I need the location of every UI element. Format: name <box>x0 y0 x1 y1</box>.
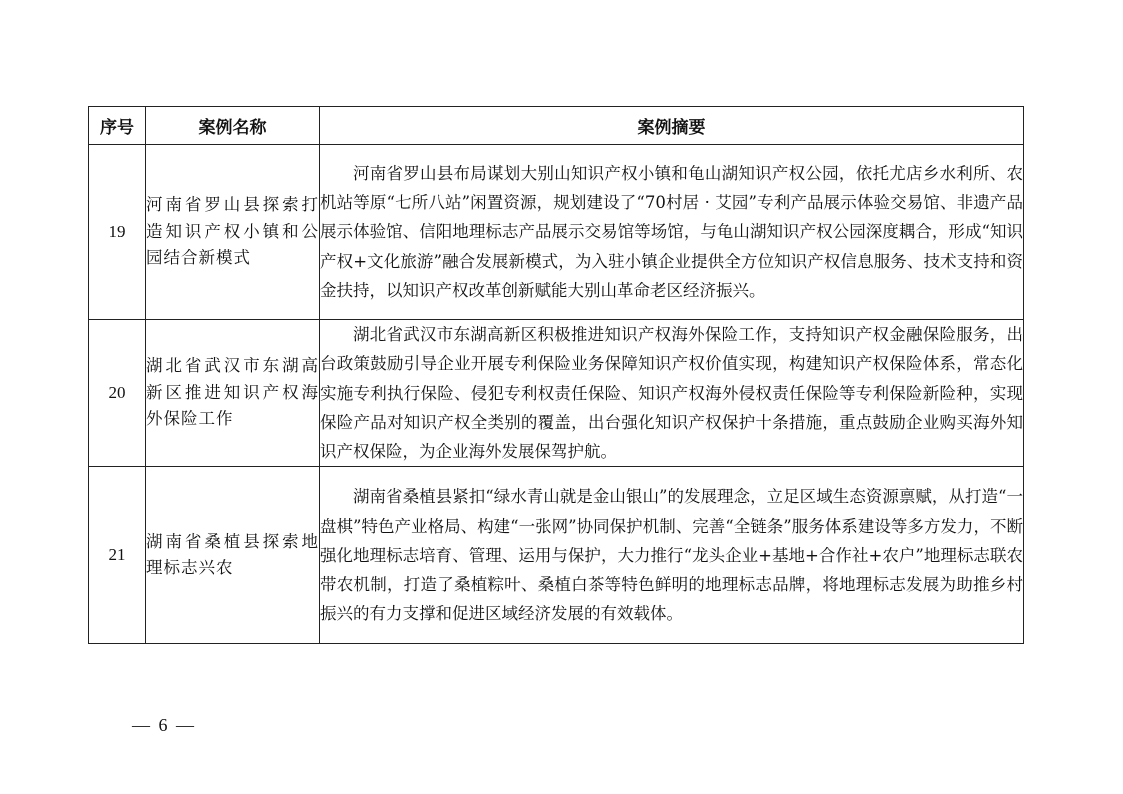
row-case-name: 湖北省武汉市东湖高新区推进知识产权海外保险工作 <box>146 320 320 467</box>
header-case-name: 案例名称 <box>146 107 320 145</box>
row-case-abstract: 湖北省武汉市东湖高新区积极推进知识产权海外保险工作，支持知识产权金融保险服务，出台政策鼓励引导企业开展专利保险业务保障知识产权价值实现，构建知识产权保险体系，常态化实施专利执行保险、侵犯专利权责任保险、知识产权海外侵权责任保险等专利保险新险种，实现保险产品对知识产权全类别的覆盖，出台强化知识产权保护十条措施，重点鼓励企业购买海外知识产权保险，为企业海外发展保驾护航。 <box>320 320 1024 467</box>
row-case-abstract: 河南省罗山县布局谋划大别山知识产权小镇和龟山湖知识产权公园，依托尤店乡水利所、农机站等原“七所八站”闲置资源，规划建设了“70村居 · 艾园”专利产品展示体验交易馆、非遗产品展示体验馆、信阳地理标志产品展示交易馆等场馆，与龟山湖知识产权公园深度耦合，形成“知识产权+文化旅游”融合发展新模式，为入驻小镇企业提供全方位知识产权信息服务、技术支持和资金扶持，以知识产权改革创新赋能大别山革命老区经济振兴。 <box>320 145 1024 320</box>
row-case-name: 河南省罗山县探索打造知识产权小镇和公园结合新模式 <box>146 145 320 320</box>
case-table <box>88 106 1024 644</box>
header-case-abstract: 案例摘要 <box>320 107 1024 145</box>
case-table-container <box>88 106 1023 644</box>
row-serial-number: 19 <box>89 145 146 320</box>
row-serial-number: 21 <box>89 467 146 644</box>
row-case-abstract: 湖南省桑植县紧扣“绿水青山就是金山银山”的发展理念，立足区域生态资源禀赋，从打造“一盘棋”特色产业格局、构建“一张网”协同保护机制、完善“全链条”服务体系建设等多方发力，不断强化地理标志培育、管理、运用与保护，大力推行“龙头企业+基地+合作社+农户”地理标志联农带农机制，打造了桑植粽叶、桑植白茶等特色鲜明的地理标志品牌，将地理标志发展为助推乡村振兴的有力支撑和促进区域经济发展的有效载体。 <box>320 467 1024 644</box>
table-row <box>89 467 1024 644</box>
header-serial-number: 序号 <box>89 107 146 145</box>
table-header-row <box>89 107 1024 145</box>
page-number: — 6 — <box>132 715 196 735</box>
row-serial-number: 20 <box>89 320 146 467</box>
table-row <box>89 320 1024 467</box>
row-case-name: 湖南省桑植县探索地理标志兴农 <box>146 467 320 644</box>
table-row <box>89 145 1024 320</box>
